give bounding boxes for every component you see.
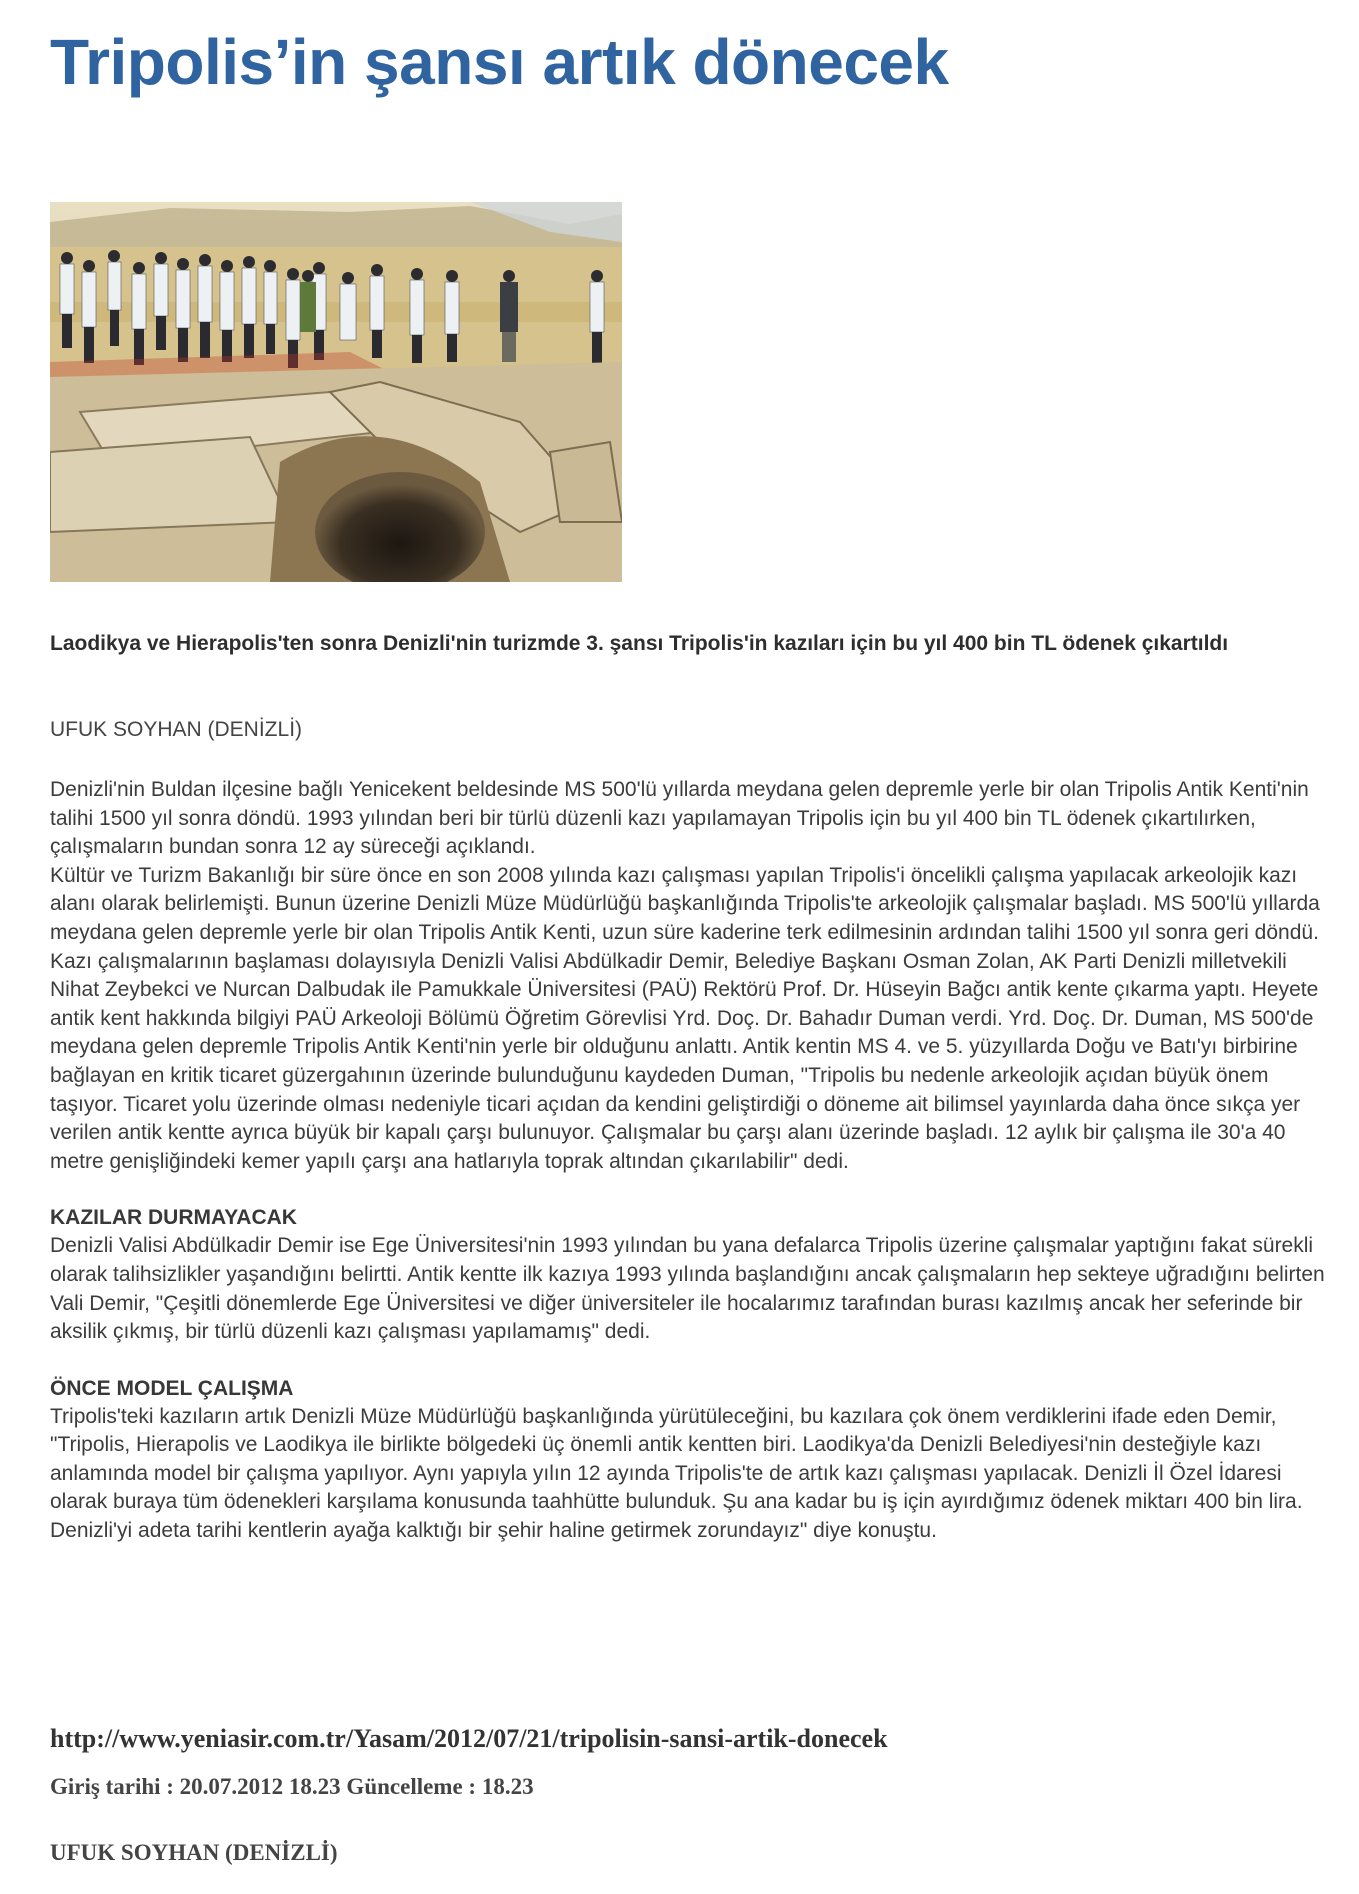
article-photo bbox=[50, 202, 622, 582]
footer-author: UFUK SOYHAN (DENİZLİ) bbox=[50, 1840, 338, 1865]
section-paragraph: Tripolis'teki kazıların artık Denizli Müze Müdürlüğü başkanlığında yürütüleceğini, bu kazılara çok önem verdiklerini ifade eden Demir, "Tripolis, Hierapolis ve Laodikya ile birlikte bölgedeki üç önemli antik kentten biri. Laodikya'da Denizli Belediyesi'nin desteğiyle kazı anlamında model bir çalışma yapılıyor. Aynı yapıyla yılın 12 ayında Tripolis'te de artık kazı çalışması yapılacak. Denizli İl Özel İdaresi olarak buraya tüm ödenekleri karşılama konusunda taahhütte bulunduk. Şu ana kadar bu iş için ayırdığımız ödenek miktarı 400 bin lira. Denizli'yi adeta tarihi kentlerin ayağa kalktığı bir şehir haline getirmek zorundayız" diye konuştu. bbox=[50, 1404, 1303, 1543]
body-paragraph: Denizli'nin Buldan ilçesine bağlı Yenicekent beldesinde MS 500'lü yıllarda meydana gelen depremle yerle bir olan Tripolis Antik Kenti'nin talihi 1500 yıl sonra döndü. 1993 yılından beri bir türlü düzenli kazı yapılamayan Tripolis için bu yıl 400 bin TL ödenek çıkartılırken, çalışmaların bundan sonra 12 ay süreceği açıklandı. bbox=[50, 778, 1309, 859]
publish-date: Giriş tarihi : 20.07.2012 18.23 Güncelleme : 18.23 bbox=[50, 1774, 534, 1799]
source-url-link[interactable]: http://www.yeniasir.com.tr/Yasam/2012/07/21/tripolisin-sansi-artik-donecek bbox=[50, 1724, 888, 1753]
article-body bbox=[50, 776, 1340, 1546]
article-title: Tripolis’in şansı artık dönecek bbox=[50, 26, 949, 98]
excavation-photo-illustration bbox=[50, 202, 622, 582]
section-paragraph: Denizli Valisi Abdülkadir Demir ise Ege Üniversitesi'nin 1993 yılından bu yana defalarca Tripolis üzerine çalışmalar yaptığını fakat sürekli olarak talihsizlikler yaşandığını belirtti. Antik kentte ilk kazıya 1993 yılında başlandığını ancak çalışmaların hep sekteye uğradığını belirten Vali Demir, "Çeşitli dönemlerde Ege Üniversitesi ve diğer üniversiteler ile hocalarımız tarafından burası kazılmış ancak her seferinde bir aksilik çıkmış, bir türlü düzenli kazı çalışması yapılamamış" dedi. bbox=[50, 1234, 1325, 1344]
article-lead: Laodikya ve Hierapolis'ten sonra Denizli'nin turizmde 3. şansı Tripolis'in kazıları için bu yıl 400 bin TL ödenek çıkartıldı bbox=[50, 632, 1229, 655]
section-heading: KAZILAR DURMAYACAK bbox=[50, 1206, 297, 1230]
article-byline: UFUK SOYHAN (DENİZLİ) bbox=[50, 718, 303, 741]
body-paragraph: Kültür ve Turizm Bakanlığı bir süre önce en son 2008 yılında kazı çalışması yapılan Tripolis'i öncelikli çalışma yapılacak arkeolojik kazı alanı olarak belirlemişti. Bunun üzerine Denizli Müze Müdürlüğü başkanlığında Tripolis'te arkeolojik çalışmalar başladı. MS 500'lü yıllarda meydana gelen depremle yerle bir olan Tripolis Antik Kenti, uzun süre kaderine terk edilmesinin ardından talihi 1500 yıl sonra geri döndü. Kazı çalışmalarının başlaması dolayısıyla Denizli Valisi Abdülkadir Demir, Belediye Başkanı Osman Zolan, AK Parti Denizli milletvekili Nihat Zeybekci ve Nurcan Dalbudak ile Pamukkale Üniversitesi (PAÜ) Rektörü Prof. Dr. Hüseyin Bağcı antik kente çıkarma yaptı. Heyete antik kent hakkında bilgiyi PAÜ Arkeoloji Bölümü Öğretim Görevlisi Yrd. Doç. Dr. Bahadır Duman verdi. Yrd. Doç. Dr. Duman, MS 500'de meydana gelen depremle Tripolis Antik Kenti'nin yerle bir olduğunu anlattı. Antik kentin MS 4. ve 5. yüzyıllarda Doğu ve Batı'yı birbirine bağlayan en kritik ticaret güzergahının üzerinde bulunduğunu kaydeden Duman, "Tripolis bu nedenle arkeolojik açıdan büyük önem taşıyor. Ticaret yolu üzerinde olması nedeniyle ticari açıdan da kendini geliştirdiği o döneme ait bilimsel yayınlarda daha önce sıkça yer verilen antik kentte ayrıca büyük bir kapalı çarşı bulunuyor. Çalışmalar bu çarşı alanı üzerinde başladı. 12 aylık bir çalışma ile 30'a 40 metre genişliğindeki kemer yapılı çarşı ana hatlarıyla toprak altından çıkarılabilir" dedi. bbox=[50, 863, 1320, 1173]
section-heading: ÖNCE MODEL ÇALIŞMA bbox=[50, 1376, 294, 1400]
